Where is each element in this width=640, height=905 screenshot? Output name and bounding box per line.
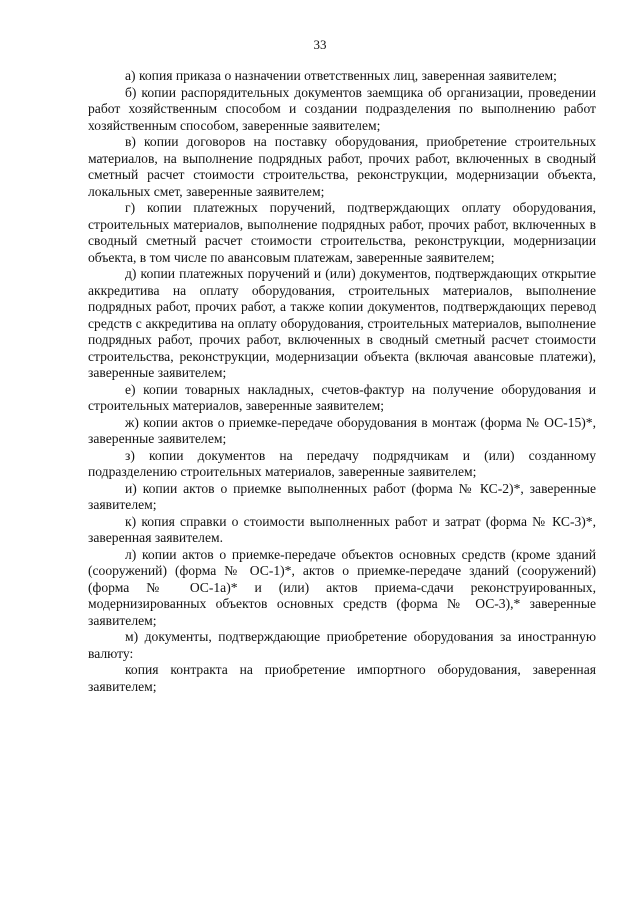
paragraph-z: з) копии документов на передачу подрядчикам и (или) созданному подразделению строительных материалов, заверенные заявителем; (88, 447, 596, 479)
paragraph-i: и) копии актов о приемке выполненных работ (форма № КС-2)*, заверенные заявителем; (88, 480, 596, 512)
paragraph-l: л) копии актов о приемке-передаче объектов основных средств (кроме зданий (сооружений) (форма № ОС-1)*, актов о приемке-передаче зданий (сооружений) (форма № ОС-1а)* и (или) актов приема-сдачи реконструированных, модернизированных объектов основных средств (форма № ОС-3),* заверенные заявителем; (88, 546, 596, 628)
page-number: 33 (313, 37, 327, 52)
paragraph-a: а) копия приказа о назначении ответственных лиц, заверенная заявителем; (125, 68, 557, 83)
paragraph-contract-copy: копия контракта на приобретение импортного оборудования, заверенная заявителем; (88, 662, 596, 694)
paragraph-b: б) копии распорядительных документов заемщика об организации, проведении работ хозяйственным способом и создании подразделения по выполнению работ хозяйственным способом, заверенные заявителем; (88, 84, 596, 133)
paragraph-m: м) документы, подтверждающие приобретение оборудования за иностранную валюту: (88, 629, 596, 661)
document-body (88, 68, 596, 695)
paragraph-v: в) копии договоров на поставку оборудования, приобретение строительных материалов, на выполнение подрядных работ, прочих работ, включенных в сводный сметный расчет стоимости строительства, реконструкции, модернизации объекта, локальных смет, заверенные заявителем; (88, 134, 596, 199)
paragraph-zh: ж) копии актов о приемке-передаче оборудования в монтаж (форма № ОС-15)*, заверенные заявителем; (88, 414, 596, 446)
paragraph-g: г) копии платежных поручений, подтверждающих оплату оборудования, строительных материалов, выполнение подрядных работ, прочих работ, включенных в сводный сметный расчет стоимости строительства, реконструкции, модернизации объекта, в том числе по авансовым платежам, заверенные заявителем; (88, 200, 596, 265)
paragraph-d: д) копии платежных поручений и (или) документов, подтверждающих открытие аккредитива на оплату оборудования, строительных материалов, выполнение подрядных работ, прочих работ, а также копии документов, подтверждающих перевод средств с аккредитива на оплату оборудования, строительных материалов, выполнение подрядных работ, прочих работ, включенных в сводный сметный расчет стоимости строительства, реконструкции, модернизации объекта (включая авансовые платежи), заверенные заявителем; (88, 266, 596, 380)
paragraph-k: к) копия справки о стоимости выполненных работ и затрат (форма № КС-3)*, заверенная заявителем. (88, 513, 596, 545)
paragraph-e: е) копии товарных накладных, счетов-фактур на получение оборудования и строительных материалов, заверенные заявителем; (88, 381, 596, 413)
